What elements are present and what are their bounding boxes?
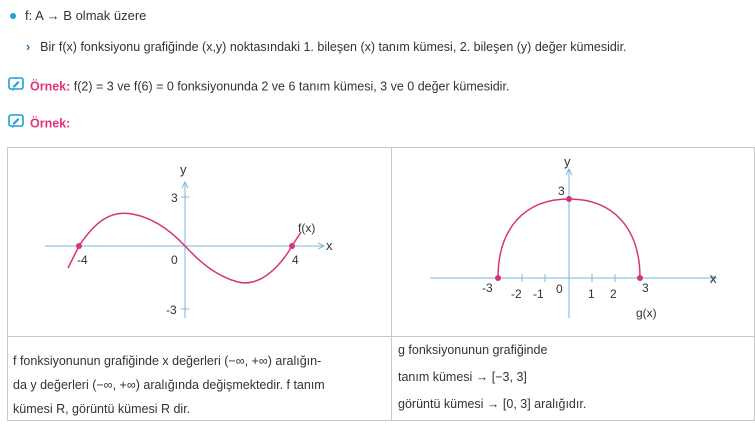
example-label: Örnek: (30, 116, 71, 131)
example-label: Örnek: (30, 79, 71, 94)
left-tick-label-neg3: -3 (166, 303, 177, 317)
right-func-label: g(x) (636, 306, 657, 320)
left-tick-label-3: 3 (171, 191, 178, 205)
right-tick-label: -1 (533, 287, 544, 301)
left-caption-line: kümesi R, görüntü kümesi R dir. (13, 402, 191, 416)
left-point-4 (289, 243, 295, 249)
right-x-label: x (710, 271, 717, 286)
left-x-label: x (326, 238, 333, 253)
chevron-right-icon: › (26, 40, 31, 54)
right-caption-line: görüntü kümesi → [0, 3] aralığıdır. (398, 397, 587, 411)
left-caption (13, 349, 389, 421)
right-y-label: y (564, 154, 571, 169)
left-tick-label-4: 4 (292, 253, 299, 267)
left-func-label: f(x) (298, 221, 316, 235)
explanation-text: Bir f(x) fonksiyonu grafiğinde (x,y) noktasındaki 1. bileşen (x) tanım kümesi, 2. bileşen (y) değer kümesidir. (40, 40, 627, 54)
right-tick-label: 2 (610, 287, 617, 301)
right-tick-label: -3 (482, 281, 493, 295)
left-caption-line: f fonksiyonunun grafiğinde x değerleri (−∞, +∞) aralığın- (13, 354, 322, 368)
left-graph (45, 162, 333, 318)
right-tick-label: -2 (511, 287, 522, 301)
right-tick-label: 0 (556, 282, 563, 296)
left-point-neg4 (76, 243, 82, 249)
right-caption-line: g fonksiyonunun grafiğinde (398, 343, 548, 357)
right-caption-line: tanım kümesi → [−3, 3] (398, 370, 527, 384)
right-point-top (566, 196, 572, 202)
left-caption-line: da y değerleri (−∞, +∞) aralığında değişmektedir. f tanım (13, 378, 325, 392)
right-tick-label: 3 (642, 281, 649, 295)
left-y-label: y (180, 162, 187, 177)
left-origin-label: 0 (171, 253, 178, 267)
example-text: f(2) = 3 ve f(6) = 0 fonksiyonunda 2 ve 6 tanım kümesi, 3 ve 0 değer kümesidir. (70, 79, 510, 94)
right-point-neg3 (495, 275, 501, 281)
left-tick-label-neg4: -4 (77, 253, 88, 267)
right-tick-label: 1 (588, 287, 595, 301)
right-top-label: 3 (558, 184, 565, 198)
right-graph (430, 154, 717, 320)
right-caption (398, 337, 748, 418)
definition-text: f: A → B olmak üzere (25, 8, 147, 23)
